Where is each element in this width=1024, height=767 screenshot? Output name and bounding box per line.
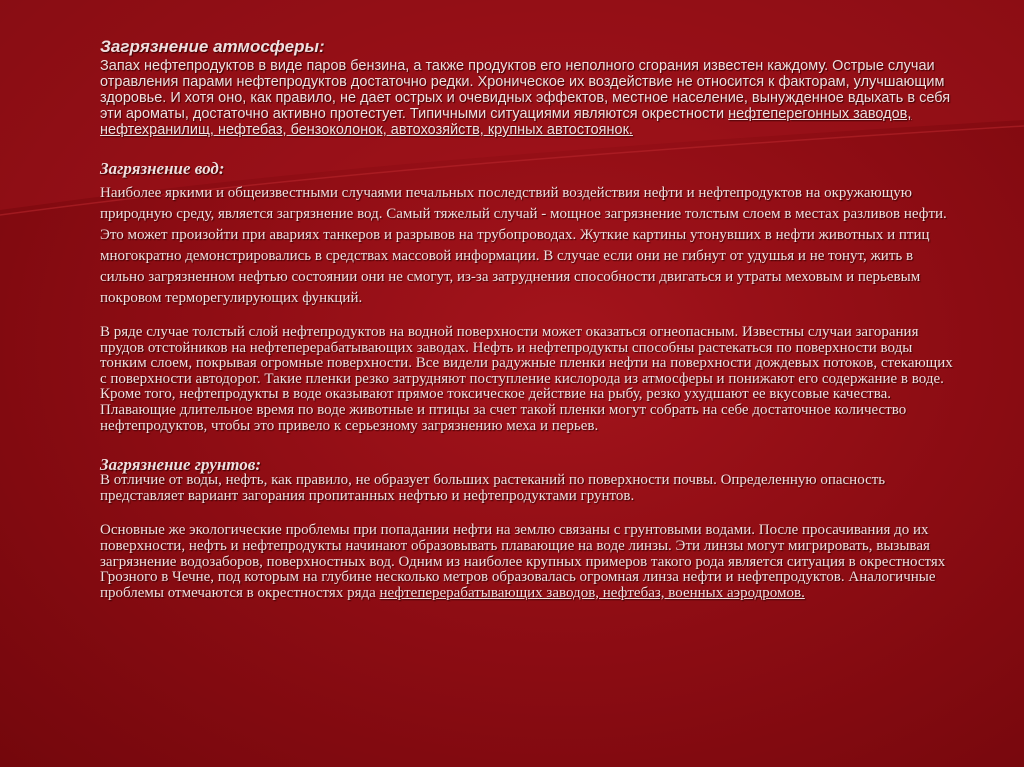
soil-pollution-paragraph-2 [100, 523, 960, 601]
water-pollution-paragraph-1: Наиболее яркими и общеизвестными случаями печальных последствий воздействия нефти и нефтепродуктов на окружающую природную среду, является загрязнение вод. Самый тяжелый случай - мощное загрязнение толстым слоем в местах разливов нефти. Это может произойти при авариях танкеров и разрывов на трубопроводах. Жуткие картины утонувших в нефти животных и птиц многократно демонстрировались в средствах массовой информации. В случае если они не гибнут от удушья и не тонут, жить в сильно загрязненном нефтью состоянии они не смогут, из-за затруднения способности двигаться и утраты меховым и перьевым покровом терморегулирующих функций. [100, 185, 947, 306]
air-pollution-link[interactable]: нефтеперегонных заводов, нефтехранилищ, нефтебаз, бензоколонок, автохозяйств, крупных автостоянок. [100, 106, 912, 138]
air-pollution-text [100, 58, 960, 138]
soil-pollution-paragraph-1: В отличие от воды, нефть, как правило, не образует больших растеканий по поверхности почвы. Определенную опасность представляет вариант загорания пропитанных нефтью и нефтепродуктами грунтов. [100, 472, 886, 504]
water-pollution-heading: Загрязнение вод: [100, 159, 225, 178]
soil-pollution-link[interactable]: нефтеперерабатывающих заводов, нефтебаз, военных аэродромов. [379, 584, 805, 601]
slide-content [100, 38, 960, 601]
air-pollution-body: Запах нефтепродуктов в виде паров бензина, а также продуктов его неполного сгорания известен каждому. Острые случаи отравления парами нефтепродуктов достаточно редки. Хроническое их воздействие не относится к факторам, улучшающим здоровье. И хотя оно, как правило, не дает острых и очевидных эффектов, местное население, вынужденное вдыхать в себя эти ароматы, достаточно активно протестует. Типичными ситуациями являются окрестности [100, 58, 951, 122]
air-pollution-heading: Загрязнение атмосферы: [100, 37, 325, 56]
water-pollution-paragraph-2: В ряде случае толстый слой нефтепродуктов на водной поверхности может оказаться огнеопасным. Известны случаи загорания прудов отстойников на нефтеперерабатывающих заводах. Нефть и нефтепродукты способны растекаться по поверхности воды тонким слоем, покрывая огромные поверхности. Все видели радужные пленки нефти на поверхности дождевых потоков, стекающих с поверхности автодорог. Такие пленки резко затрудняют поступление кислорода из атмосферы и понижают его содержание в воде. Кроме того, нефтепродукты в воде оказывают прямое токсическое действие на рыбу, резко ухудшают ее вкусовые качества. Плавающие длительное время по воде животные и птицы за счет такой пленки могут собрать на себе достаточное количество нефтепродуктов, чтобы это привело к серьезному загрязнению меха и перьев. [100, 324, 953, 434]
soil-pollution-heading: Загрязнение грунтов: [100, 455, 262, 475]
soil-pollution-body: Основные же экологические проблемы при попадании нефти на землю связаны с грунтовыми водами. После просачивания до их поверхности, нефть и нефтепродукты начинают образовывать плавающие на воде линзы. Эти линзы могут мигрировать, вызывая загрязнение водозаборов, поверхностных вод. Одним из наиболее крупных примеров такого рода является ситуация в окрестностях Грозного в Чечне, под которым на глубине несколько метров образовалась огромная линза нефти и нефтепродуктов. Аналогичные проблемы отмечаются в окрестностях ряда [100, 522, 946, 601]
